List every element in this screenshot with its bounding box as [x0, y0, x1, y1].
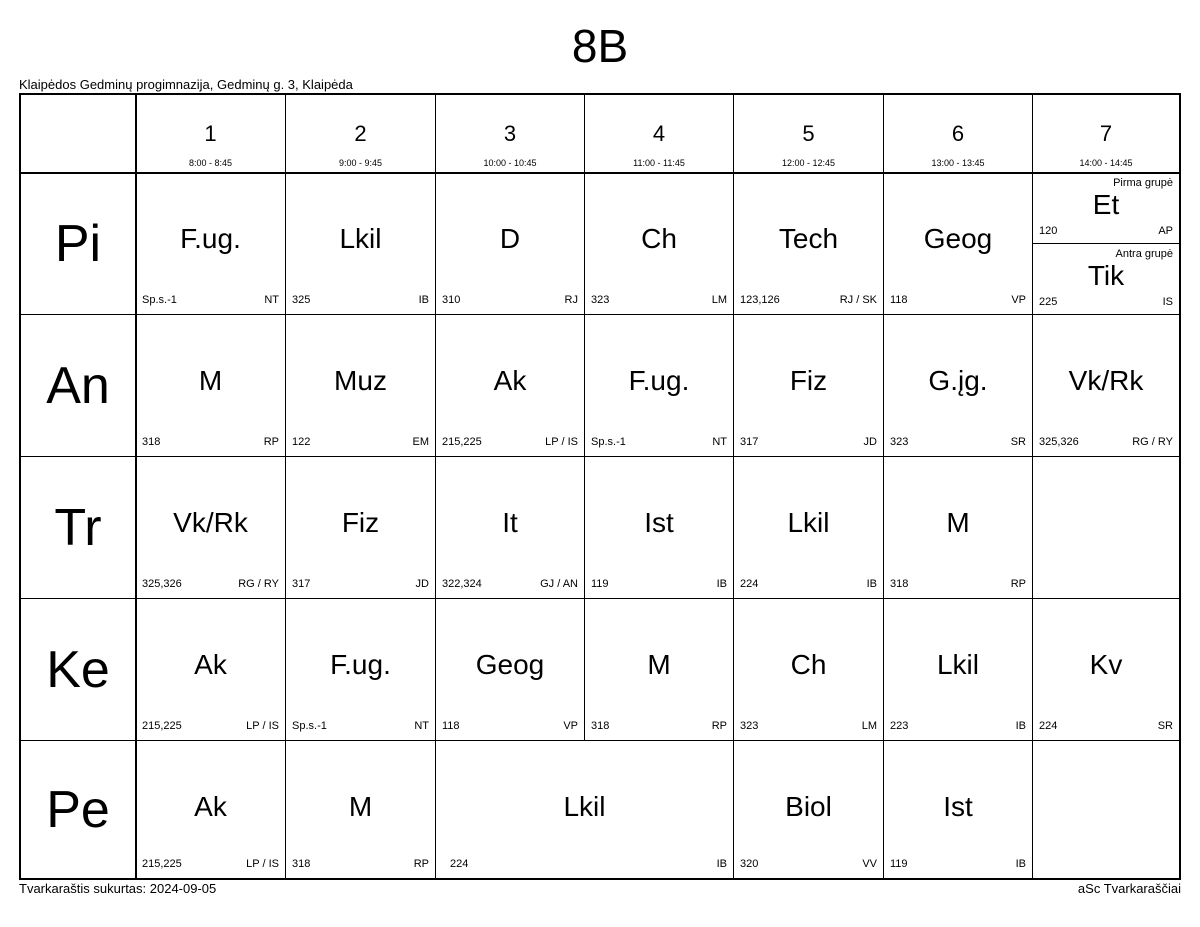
timetable-grid: [19, 93, 1181, 880]
lesson-subject: Ch: [641, 223, 677, 254]
lesson-teacher: RP: [1010, 578, 1026, 590]
lesson-cell: [286, 599, 436, 741]
period-header: [1033, 95, 1179, 173]
lesson-subject: Lkil: [563, 791, 606, 822]
group-room: 225: [1039, 296, 1058, 308]
lesson-teacher: JD: [863, 436, 877, 448]
lesson-room: 317: [740, 436, 759, 448]
lesson-room: 320: [740, 858, 759, 870]
day-label-cell: [21, 599, 136, 741]
lesson-room: 318: [591, 720, 610, 732]
lesson-subject: Vk/Rk: [173, 507, 248, 538]
empty-lesson-cell: [1033, 741, 1179, 878]
group-lesson-cell: [1033, 173, 1179, 244]
lesson-subject: F.ug.: [628, 365, 690, 396]
period-time: 13:00 - 13:45: [931, 158, 985, 168]
lesson-room: 215,225: [442, 436, 482, 448]
lesson-teacher: IB: [716, 858, 727, 870]
lesson-room: 317: [292, 578, 311, 590]
lesson-cell: [1033, 599, 1179, 741]
lesson-cell: [136, 599, 286, 741]
group-subject: Et: [1092, 189, 1120, 220]
lesson-cell: [1033, 315, 1179, 457]
lesson-room: Sp.s.-1: [292, 720, 327, 732]
group-lesson-cell: [1033, 244, 1179, 315]
lesson-cell: [585, 315, 734, 457]
lesson-subject: Lkil: [936, 649, 979, 680]
period-header: [136, 95, 286, 173]
period-header: [585, 95, 734, 173]
period-time: 14:00 - 14:45: [1079, 158, 1133, 168]
period-time: 9:00 - 9:45: [338, 158, 383, 168]
lesson-room: 118: [442, 720, 460, 732]
lesson-room: 310: [442, 294, 461, 306]
header-row-divider: [21, 172, 1179, 174]
lesson-room: Sp.s.-1: [142, 294, 177, 306]
lesson-room: 325: [292, 294, 311, 306]
group-teacher: AP: [1158, 225, 1173, 237]
day-column-divider: [135, 95, 137, 878]
lesson-cell: [136, 741, 286, 878]
lesson-room: 122: [292, 436, 311, 448]
period-number: 5: [802, 121, 815, 146]
lesson-subject: F.ug.: [330, 649, 391, 680]
lesson-room: 223: [890, 720, 909, 732]
lesson-subject: Tech: [778, 223, 839, 254]
lesson-room: 123,126: [740, 294, 780, 306]
day-label: Ke: [46, 640, 110, 699]
lesson-teacher: IB: [866, 578, 877, 590]
lesson-cell: [734, 741, 884, 878]
double-lesson-cell: [436, 741, 734, 878]
lesson-room: 318: [890, 578, 909, 590]
lesson-subject: M: [647, 649, 671, 680]
lesson-subject: Fiz: [341, 507, 380, 538]
lesson-teacher: RP: [413, 858, 429, 870]
day-label: Pi: [54, 214, 102, 273]
lesson-teacher: SR: [1157, 720, 1173, 732]
lesson-room: 318: [142, 436, 161, 448]
lesson-room: 224: [450, 858, 469, 870]
lesson-cell: [734, 457, 884, 599]
lesson-room: 325,326: [1039, 436, 1079, 448]
period-number: 4: [652, 121, 666, 146]
lesson-room: 215,225: [142, 720, 182, 732]
lesson-teacher: SR: [1010, 436, 1026, 448]
lesson-teacher: RG / RY: [1132, 436, 1173, 448]
school-address: Klaipėdos Gedminų progimnazija, Gedminų g. 3, Klaipėda: [19, 77, 353, 92]
lesson-subject: Geog: [475, 649, 545, 680]
period-time: 11:00 - 11:45: [633, 158, 685, 168]
period-time: 10:00 - 10:45: [483, 158, 537, 168]
lesson-subject: Ak: [493, 365, 527, 396]
period-number: 2: [354, 121, 367, 146]
lesson-subject: Vk/Rk: [1068, 365, 1144, 396]
lesson-subject: M: [198, 365, 223, 396]
day-label-cell: [21, 457, 136, 599]
period-number: 1: [204, 121, 217, 146]
period-header: [286, 95, 436, 173]
lesson-subject: F.ug.: [180, 223, 241, 254]
lesson-subject: Ak: [194, 791, 227, 822]
lesson-cell: [286, 457, 436, 599]
lesson-cell: [884, 457, 1033, 599]
lesson-room: 318: [292, 858, 311, 870]
lesson-subject: M: [946, 507, 970, 538]
group-subject: Tik: [1087, 260, 1125, 291]
lesson-cell: [136, 173, 286, 315]
lesson-cell: [734, 315, 884, 457]
group-teacher: IS: [1162, 296, 1173, 308]
lesson-teacher: LP / IS: [246, 858, 279, 870]
page-title: 8B: [571, 20, 629, 72]
lesson-room: 325,326: [142, 578, 182, 590]
lesson-cell: [136, 315, 286, 457]
lesson-teacher: VV: [862, 858, 877, 870]
lesson-teacher: IB: [1015, 720, 1026, 732]
lesson-cell: [734, 173, 884, 315]
lesson-cell: [286, 173, 436, 315]
lesson-teacher: NT: [712, 436, 727, 448]
lesson-subject: It: [502, 507, 518, 538]
lesson-teacher: RG / RY: [238, 578, 279, 590]
lesson-subject: D: [499, 223, 521, 254]
lesson-cell: [286, 315, 436, 457]
lesson-teacher: VP: [1011, 294, 1026, 306]
lesson-cell: [436, 173, 585, 315]
period-header: [436, 95, 585, 173]
period-header: [734, 95, 884, 173]
lesson-teacher: RJ / SK: [839, 294, 877, 306]
period-number: 6: [951, 121, 965, 146]
lesson-cell: [436, 315, 585, 457]
lesson-teacher: IB: [1015, 858, 1026, 870]
lesson-teacher: LM: [861, 720, 877, 732]
lesson-cell: [585, 599, 734, 741]
day-label-cell: [21, 173, 136, 315]
lesson-subject: M: [348, 791, 373, 822]
lesson-cell: [286, 741, 436, 878]
day-label: Pe: [46, 780, 110, 839]
lesson-room: 322,324: [442, 578, 482, 590]
period-time: 8:00 - 8:45: [188, 158, 233, 168]
lesson-teacher: EM: [412, 436, 429, 448]
lesson-subject: Biol: [785, 791, 832, 822]
lesson-subject: Lkil: [787, 507, 830, 538]
lesson-subject: Ak: [194, 649, 227, 680]
lesson-teacher: RJ: [564, 294, 578, 306]
software-credit: aSc Tvarkaraščiai: [1077, 881, 1181, 896]
lesson-teacher: VP: [563, 720, 578, 732]
lesson-cell: [734, 599, 884, 741]
lesson-teacher: RP: [711, 720, 727, 732]
lesson-subject: Ist: [644, 507, 674, 538]
lesson-cell: [884, 599, 1033, 741]
lesson-teacher: NT: [264, 294, 279, 306]
lesson-teacher: GJ / AN: [540, 578, 578, 590]
corner-cell: [21, 95, 136, 173]
lesson-room: 119: [591, 578, 609, 590]
lesson-cell: [136, 457, 286, 599]
day-label: Tr: [54, 498, 102, 557]
lesson-subject: Lkil: [339, 223, 382, 254]
lesson-subject: Muz: [334, 365, 387, 396]
lesson-teacher: LM: [711, 294, 727, 306]
group-label: Antra grupė: [1115, 248, 1173, 260]
lesson-teacher: IB: [418, 294, 429, 306]
period-header: [884, 95, 1033, 173]
lesson-cell: [436, 599, 585, 741]
group-room: 120: [1039, 225, 1058, 237]
day-label-cell: [21, 315, 136, 457]
lesson-cell: [884, 315, 1033, 457]
lesson-cell: [884, 173, 1033, 315]
lesson-teacher: NT: [414, 720, 429, 732]
lesson-cell: [585, 173, 734, 315]
lesson-subject: Kv: [1089, 649, 1123, 680]
lesson-cell: [436, 457, 585, 599]
lesson-subject: Geog: [923, 223, 993, 254]
lesson-teacher: LP / IS: [545, 436, 578, 448]
lesson-room: 323: [591, 294, 610, 306]
lesson-teacher: RP: [263, 436, 279, 448]
lesson-subject: G.įg.: [928, 365, 988, 396]
day-label: An: [46, 356, 110, 415]
lesson-room: 118: [890, 294, 908, 306]
day-label-cell: [21, 741, 136, 878]
created-date: Tvarkaraštis sukurtas: 2024-09-05: [19, 881, 217, 896]
period-number: 3: [503, 121, 517, 146]
group-label: Pirma grupė: [1113, 177, 1173, 189]
lesson-room: 323: [740, 720, 759, 732]
lesson-cell: [884, 741, 1033, 878]
lesson-room: 119: [890, 858, 908, 870]
lesson-teacher: JD: [415, 578, 429, 590]
lesson-room: 215,225: [142, 858, 182, 870]
lesson-room: Sp.s.-1: [591, 436, 626, 448]
period-number: 7: [1099, 121, 1113, 146]
lesson-subject: Ist: [943, 791, 973, 822]
lesson-subject: Ch: [790, 649, 827, 680]
lesson-room: 224: [1039, 720, 1058, 732]
lesson-teacher: LP / IS: [246, 720, 279, 732]
lesson-teacher: IB: [716, 578, 727, 590]
period-time: 12:00 - 12:45: [781, 158, 836, 168]
lesson-subject: Fiz: [789, 365, 828, 396]
lesson-room: 224: [740, 578, 759, 590]
empty-lesson-cell: [1033, 457, 1179, 599]
lesson-cell: [585, 457, 734, 599]
lesson-room: 323: [890, 436, 909, 448]
